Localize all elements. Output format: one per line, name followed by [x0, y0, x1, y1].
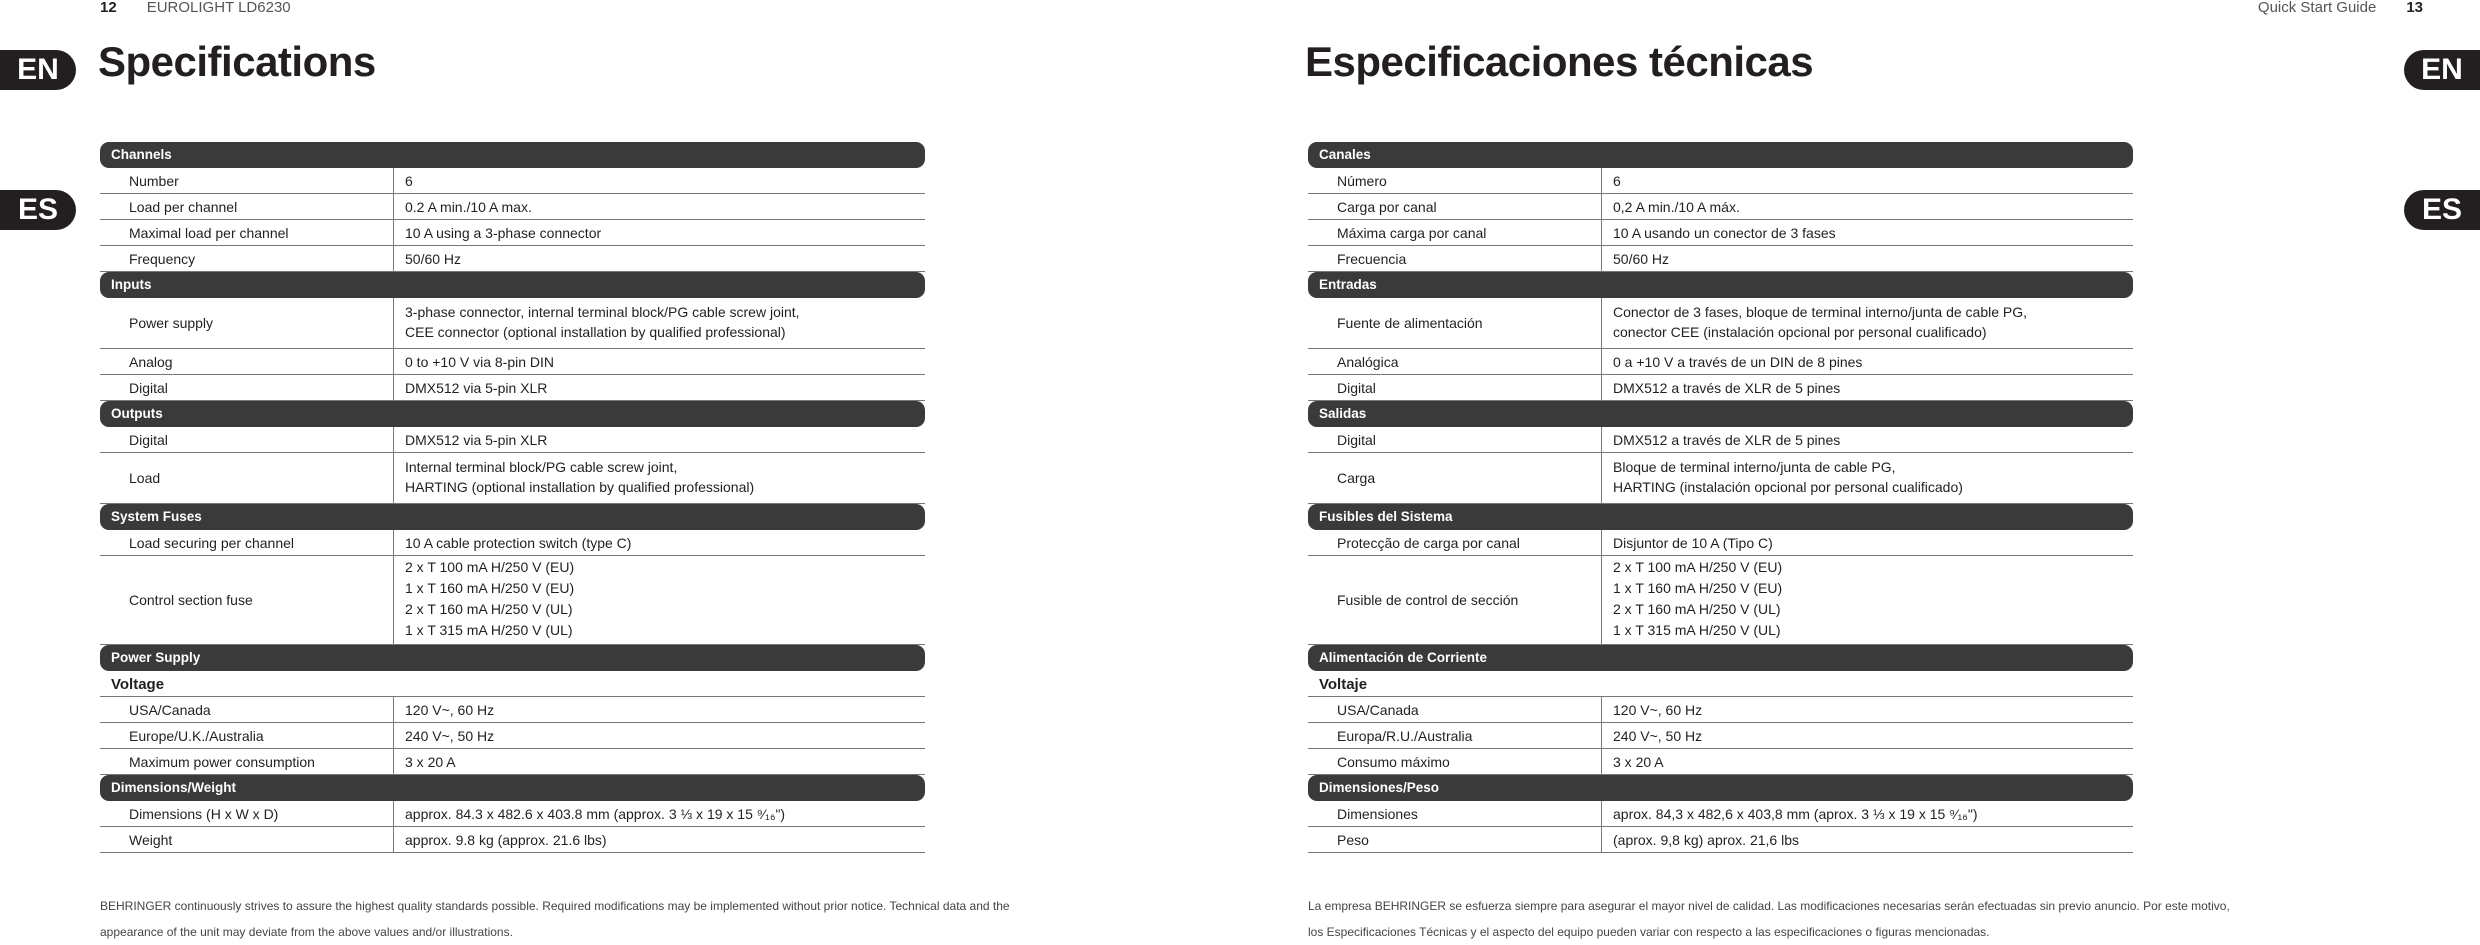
spec-value [1602, 453, 1963, 503]
spec-value-line: 50/60 Hz [1613, 251, 1670, 267]
spec-label: Number [100, 168, 394, 193]
page-number: 12 [100, 0, 117, 16]
spec-value-line: 0,2 A min./10 A máx. [1613, 199, 1740, 215]
spec-value [394, 194, 532, 219]
spec-label: Digital [100, 427, 394, 452]
spec-row [1308, 246, 2133, 272]
spec-value [1602, 556, 1782, 644]
spec-row [1308, 453, 2133, 504]
spec-row [1308, 697, 2133, 723]
page-number: 13 [2406, 0, 2423, 16]
spec-row [100, 697, 925, 723]
section-header: Entradas [1308, 272, 2133, 298]
spec-row [100, 427, 925, 453]
left-page [0, 0, 1240, 939]
spec-value-line: Bloque de terminal interno/junta de cable PG, [1613, 459, 1896, 475]
footer-line: BEHRINGER continuously strives to assure the highest quality standards possible. Required modifications may be implemented without prior notice. Technical data and the [100, 899, 1010, 913]
footer-note [1308, 893, 2230, 945]
language-tab-es: ES [2404, 190, 2480, 230]
spec-value [1602, 749, 1664, 774]
section-header: Inputs [100, 272, 925, 298]
spec-row [1308, 530, 2133, 556]
spec-label: Carga [1308, 453, 1602, 503]
spec-table [100, 142, 925, 853]
section-header: Canales [1308, 142, 2133, 168]
spec-value-line: DMX512 a través de XLR de 5 pines [1613, 380, 1841, 396]
spec-value [394, 246, 461, 271]
spec-value-line: DMX512 via 5-pin XLR [405, 432, 548, 448]
section-header: Fusibles del Sistema [1308, 504, 2133, 530]
spec-value-line: 10 A using a 3-phase connector [405, 225, 602, 241]
spec-row [100, 298, 925, 349]
spec-value-line: 6 [405, 173, 413, 189]
spec-row [1308, 194, 2133, 220]
spec-label: USA/Canada [100, 697, 394, 722]
spec-label: Load [100, 453, 394, 503]
spec-value-line: 3 x 20 A [1613, 754, 1664, 770]
spec-value-line: 2 x T 100 mA H/250 V (EU) [405, 559, 575, 575]
spec-value [394, 556, 574, 644]
spec-value-line: aprox. 84,3 x 482,6 x 403,8 mm (aprox. 3 ⅓ x 19 x 15 ⁹⁄₁₆") [1613, 806, 1978, 822]
spec-label: Consumo máximo [1308, 749, 1602, 774]
spec-value [1602, 801, 1978, 826]
spec-value [1602, 723, 1702, 748]
spec-label: Dimensions (H x W x D) [100, 801, 394, 826]
section-header: Dimensions/Weight [100, 775, 925, 801]
spec-label: Fusible de control de sección [1308, 556, 1602, 644]
spec-row [1308, 801, 2133, 827]
page-title: Specifications [98, 38, 376, 85]
spec-label: Maximal load per channel [100, 220, 394, 245]
spec-row [1308, 375, 2133, 401]
language-tab-es: ES [0, 190, 76, 230]
spec-row [100, 220, 925, 246]
spec-value [394, 723, 494, 748]
spec-label: Digital [1308, 427, 1602, 452]
section-header: Power Supply [100, 645, 925, 671]
spec-value [394, 375, 547, 400]
spec-row [1308, 220, 2133, 246]
spec-value [394, 427, 547, 452]
spec-value-line: 0.2 A min./10 A max. [405, 199, 532, 215]
spec-value-line: 1 x T 160 mA H/250 V (EU) [1613, 580, 1783, 596]
spec-label: Digital [1308, 375, 1602, 400]
spec-value-line: 3-phase connector, internal terminal block/PG cable screw joint, [405, 304, 800, 320]
spec-value-line: HARTING (optional installation by qualified professional) [405, 479, 755, 495]
footer-line: appearance of the unit may deviate from the above values and/or illustrations. [100, 925, 513, 939]
spec-row [1308, 827, 2133, 853]
spec-row [100, 194, 925, 220]
spec-row [1308, 168, 2133, 194]
spec-value-line: 1 x T 315 mA H/250 V (UL) [1613, 622, 1781, 638]
spec-value [394, 298, 800, 348]
header-text: Quick Start Guide [2257, 0, 2377, 16]
section-header: System Fuses [100, 504, 925, 530]
spec-value-line: conector CEE (instalación opcional por personal cualificado) [1613, 324, 1987, 340]
right-page [1240, 0, 2480, 939]
footer-line: los Especificaciones Técnicas y el aspecto del equipo pueden variar con respecto a las especificaciones o figuras mencionadas. [1308, 925, 1990, 939]
spec-label: Fuente de alimentación [1308, 298, 1602, 348]
spec-value-line: 1 x T 160 mA H/250 V (EU) [405, 580, 575, 596]
spec-value-line: 50/60 Hz [405, 251, 462, 267]
spec-value [394, 220, 601, 245]
spec-value [394, 349, 554, 374]
spec-value [1602, 427, 1840, 452]
spec-value-line: 120 V~, 60 Hz [1613, 702, 1703, 718]
footer-line: La empresa BEHRINGER se esfuerza siempre para asegurar el mayor nivel de calidad. Las modificaciones necesarias serán efectuadas sin previo anuncio. Por este motivo, [1308, 899, 2230, 913]
spec-row [100, 246, 925, 272]
section-header: Channels [100, 142, 925, 168]
spec-label: Número [1308, 168, 1602, 193]
spec-value-line: 1 x T 315 mA H/250 V (UL) [405, 622, 573, 638]
spec-label: Máxima carga por canal [1308, 220, 1602, 245]
spec-value-line: 10 A usando un conector de 3 fases [1613, 225, 1836, 241]
spec-label: Maximum power consumption [100, 749, 394, 774]
spec-value-line: 120 V~, 60 Hz [405, 702, 495, 718]
section-header: Salidas [1308, 401, 2133, 427]
spec-label: Dimensiones [1308, 801, 1602, 826]
spec-label: Analógica [1308, 349, 1602, 374]
footer-note [100, 893, 1010, 945]
spec-value [1602, 827, 1799, 852]
spec-row [1308, 723, 2133, 749]
spec-value [394, 530, 631, 555]
spec-value-line: approx. 9.8 kg (approx. 21.6 lbs) [405, 832, 607, 848]
spec-row [100, 556, 925, 645]
spec-value-line: 2 x T 100 mA H/250 V (EU) [1613, 559, 1783, 575]
spec-row [100, 530, 925, 556]
spec-value [1602, 375, 1840, 400]
spec-value-line: Disjuntor de 10 A (Tipo C) [1613, 535, 1773, 551]
spec-label: Peso [1308, 827, 1602, 852]
spec-value [394, 168, 413, 193]
spec-value-line: 6 [1613, 173, 1621, 189]
spec-value-line: DMX512 a través de XLR de 5 pines [1613, 432, 1841, 448]
spec-label: USA/Canada [1308, 697, 1602, 722]
page-title: Especificaciones técnicas [1305, 38, 1814, 85]
section-header: Dimensiones/Peso [1308, 775, 2133, 801]
spec-label: Europe/U.K./Australia [100, 723, 394, 748]
spec-value [1602, 697, 1702, 722]
spec-value-line: CEE connector (optional installation by qualified professional) [405, 324, 786, 340]
spec-label: Analog [100, 349, 394, 374]
section-header: Outputs [100, 401, 925, 427]
spec-value [394, 749, 456, 774]
spec-row [1308, 349, 2133, 375]
spec-row [100, 168, 925, 194]
spec-row [100, 453, 925, 504]
spec-label: Protecção de carga por canal [1308, 530, 1602, 555]
page-header [100, 0, 291, 16]
spec-value-line: DMX512 via 5-pin XLR [405, 380, 548, 396]
spec-value-line: 0 to +10 V via 8-pin DIN [405, 354, 555, 370]
spec-value-line: Conector de 3 fases, bloque de terminal interno/junta de cable PG, [1613, 304, 2028, 320]
language-tab-en: EN [0, 50, 76, 90]
spec-table [1308, 142, 2133, 853]
spec-row [1308, 749, 2133, 775]
spec-row [100, 723, 925, 749]
spec-value [1602, 298, 2027, 348]
spec-value [394, 697, 494, 722]
spec-row [100, 749, 925, 775]
spec-row [100, 349, 925, 375]
spec-label: Digital [100, 375, 394, 400]
spec-row [1308, 556, 2133, 645]
spec-label: Carga por canal [1308, 194, 1602, 219]
section-header: Alimentación de Corriente [1308, 645, 2133, 671]
spec-value [1602, 194, 1740, 219]
spec-value-line: Internal terminal block/PG cable screw joint, [405, 459, 678, 475]
spec-label: Europa/R.U./Australia [1308, 723, 1602, 748]
spec-value [1602, 349, 1862, 374]
spec-value-line: 240 V~, 50 Hz [405, 728, 495, 744]
spec-value-line: approx. 84.3 x 482.6 x 403.8 mm (approx. 3 ⅓ x 19 x 15 ⁹⁄₁₆") [405, 806, 786, 822]
spec-row [1308, 298, 2133, 349]
spec-value [1602, 530, 1773, 555]
page-header [2258, 0, 2423, 16]
language-tab-en: EN [2404, 50, 2480, 90]
spec-value [394, 827, 607, 852]
spec-value-line: 2 x T 160 mA H/250 V (UL) [405, 601, 573, 617]
spec-label: Weight [100, 827, 394, 852]
spec-row [100, 801, 925, 827]
spec-label: Frecuencia [1308, 246, 1602, 271]
spec-value-line: 240 V~, 50 Hz [1613, 728, 1703, 744]
spec-value-line: 10 A cable protection switch (type C) [405, 535, 632, 551]
spec-label: Power supply [100, 298, 394, 348]
header-text: EUROLIGHT LD6230 [146, 0, 291, 16]
spec-row [100, 375, 925, 401]
spec-value [1602, 246, 1669, 271]
spec-row [100, 827, 925, 853]
spec-label: Control section fuse [100, 556, 394, 644]
spec-value [394, 453, 754, 503]
spec-value-line: (aprox. 9,8 kg) aprox. 21,6 lbs [1613, 832, 1799, 848]
spec-row [1308, 427, 2133, 453]
spec-value-line: 2 x T 160 mA H/250 V (UL) [1613, 601, 1781, 617]
spec-label: Load per channel [100, 194, 394, 219]
spec-value [1602, 168, 1621, 193]
spec-label: Frequency [100, 246, 394, 271]
spec-value [1602, 220, 1836, 245]
spec-value [394, 801, 785, 826]
spec-label: Load securing per channel [100, 530, 394, 555]
spec-value-line: HARTING (instalación opcional por personal cualificado) [1613, 479, 1963, 495]
section-subheading: Voltaje [1308, 671, 2133, 697]
spec-value-line: 3 x 20 A [405, 754, 456, 770]
spec-value-line: 0 a +10 V a través de un DIN de 8 pines [1613, 354, 1863, 370]
section-subheading: Voltage [100, 671, 925, 697]
